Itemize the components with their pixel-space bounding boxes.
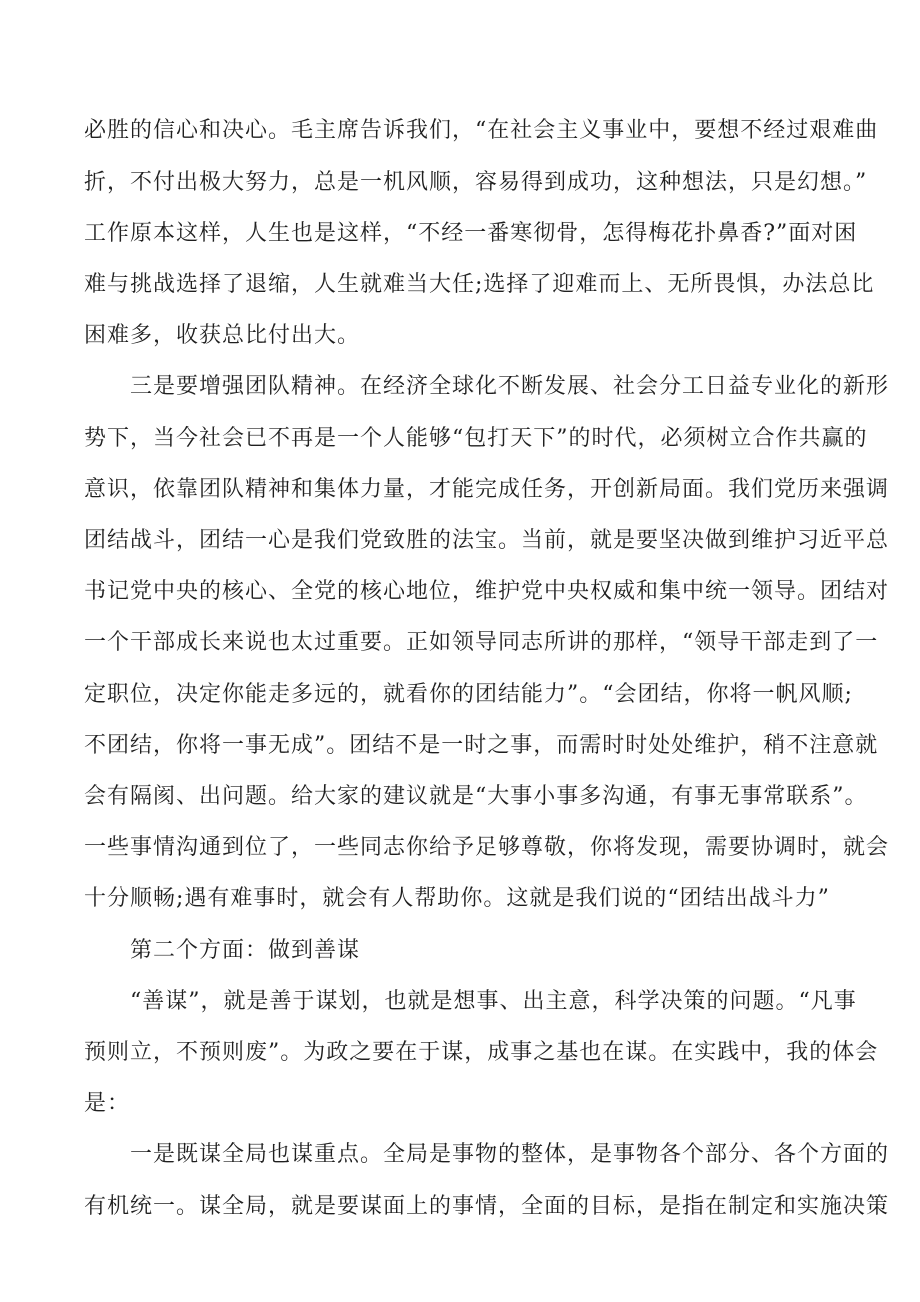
paragraph-first-line: 一是既谋全局也谋重点。全局是事物的整体，是事物各个部分、各个方面的: [130, 1142, 890, 1167]
text-line: 势下，当今社会已不再是一个人能够“包打天下”的时代，必须树立合作共赢的: [84, 426, 868, 451]
text-line: 是：: [84, 1091, 131, 1116]
text-line: 一个干部成长来说也太过重要。正如领导同志所讲的那样，“领导干部走到了一: [84, 630, 879, 655]
text-line: 会有隔阂、出问题。给大家的建议就是“大事小事多沟通，有事无事常联系”。: [84, 784, 868, 809]
text-line: 一些事情沟通到位了，一些同志你给予足够尊敬，你将发现，需要协调时，就会: [84, 835, 890, 860]
text-line: 团结战斗，团结一心是我们党致胜的法宝。当前，就是要坚决做到维护习近平总: [84, 528, 890, 553]
text-line: 不团结，你将一事无成”。团结不是一时之事，而需时时处处维护，稍不注意就: [84, 733, 879, 758]
text-line: 工作原本这样，人生也是这样，“不经一番寒彻骨，怎得梅花扑鼻香?”面对困: [84, 221, 858, 246]
section-heading: 第二个方面：做到善谋: [130, 938, 361, 963]
text-line: 有机统一。谋全局，就是要谋面上的事情，全面的目标，是指在制定和实施决策: [84, 1194, 890, 1219]
text-line: 折，不付出极大努力，总是一机风顺，容易得到成功，这种想法，只是幻想。”: [84, 170, 868, 195]
text-line: 预则立，不预则废”。为政之要在于谋，成事之基也在谋。在实践中，我的体会: [84, 1040, 879, 1065]
text-line: 难与挑战选择了退缩，人生就难当大任;选择了迎难而上、无所畏惧，办法总比: [84, 272, 875, 297]
paragraph-first-line: 三是要增强团队精神。在经济全球化不断发展、社会分工日益专业化的新形: [130, 374, 890, 399]
text-line: 定职位，决定你能走多远的，就看你的团结能力”。“会团结，你将一帆风顺;: [84, 682, 853, 707]
text-line: 必胜的信心和决心。毛主席告诉我们，“在社会主义事业中，要想不经过艰难曲: [84, 118, 879, 143]
text-line: 十分顺畅;遇有难事时，就会有人帮助你。这就是我们说的“团结出战斗力”: [84, 886, 830, 911]
text-line: 书记党中央的核心、全党的核心地位，维护党中央权威和集中统一领导。团结对: [84, 579, 890, 604]
text-line: 困难多，收获总比付出大。: [84, 323, 361, 348]
paragraph-first-line: “善谋”，就是善于谋划，也就是想事、出主意，科学决策的问题。“凡事: [130, 989, 857, 1014]
text-line: 意识，依靠团队精神和集体力量，才能完成任务，开创新局面。我们党历来强调: [84, 477, 890, 502]
